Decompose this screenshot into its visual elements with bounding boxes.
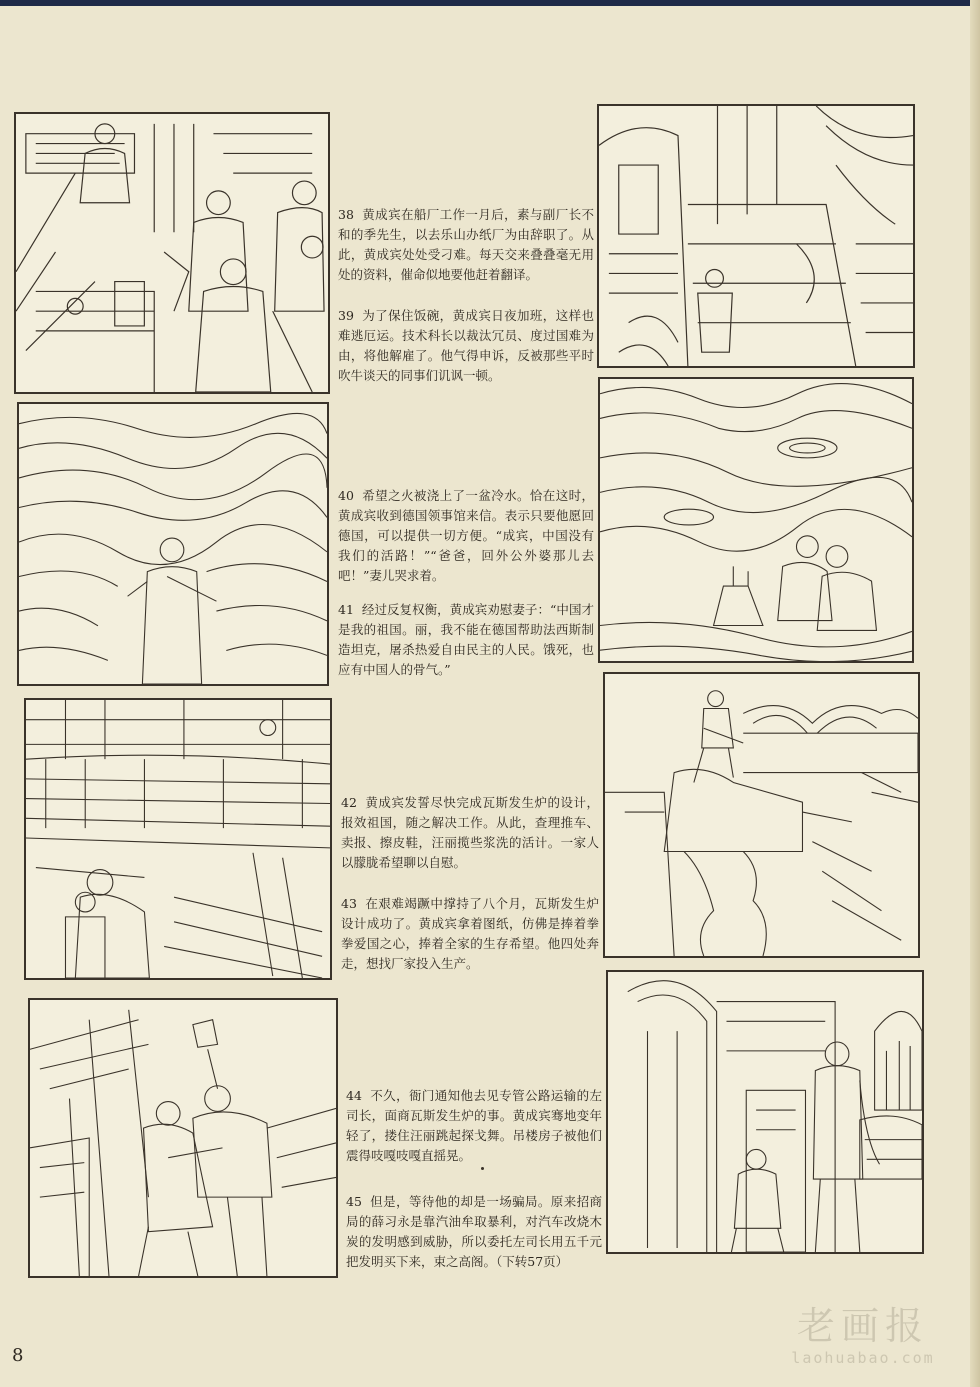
caption-44-number: 44 — [346, 1088, 362, 1103]
panel-44-dancing-illustration — [28, 998, 338, 1278]
panel-41-couple-illustration — [598, 377, 914, 663]
panel-42-family-illustration — [24, 698, 332, 980]
caption-41-number: 41 — [338, 602, 354, 617]
panel-45-meeting-illustration — [606, 970, 924, 1254]
caption-38-number: 38 — [338, 207, 354, 222]
site-watermark — [752, 1303, 974, 1383]
caption-38 — [338, 205, 594, 285]
caption-40-number: 40 — [338, 488, 354, 503]
page-number: 8 — [12, 1345, 24, 1366]
page-top-edge — [0, 0, 980, 6]
caption-39-text: 为了保住饭碗，黄成宾日夜加班，这样也难逃厄运。技术科长以裁汰冗员、度过国难为由，将他解雇了。他气得申诉，反被那些平时吹牛谈天的同事们讥讽一顿。 — [338, 308, 594, 383]
caption-38-text: 黄成宾在船厂工作一月后，素与副厂长不和的季先生，以去乐山办纸厂为由辞职了。从此，黄成宾处处受刁难。每天交来叠叠毫无用处的资料，催命似地要他赶着翻译。 — [338, 207, 594, 282]
watermark-logo: 老画报 — [796, 1304, 929, 1348]
panel-39-alley-illustration — [597, 104, 915, 368]
caption-40-text: 希望之火被浇上了一盆冷水。恰在这时，黄成宾收到德国领事馆来信。表示只要他愿回德国，可以提供一切方便。“成宾，中国没有我们的活路！”“爸爸，回外公外婆那儿去吧！”妻儿哭求着。 — [338, 488, 594, 583]
caption-42 — [341, 793, 599, 873]
caption-43-text: 在艰难竭蹶中撑持了八个月，瓦斯发生炉设计成功了。黄成宾拿着图纸，仿佛是捧着拳拳爱国之心，捧着全家的生存希望。他四处奔走，想找厂家投入生产。 — [341, 896, 599, 971]
panel-40-waves-illustration — [17, 402, 329, 686]
panel-38-office-illustration — [14, 112, 330, 394]
watermark-url: laohuabao.com — [791, 1349, 935, 1367]
caption-41-text: 经过反复权衡，黄成宾劝慰妻子：“中国才是我的祖国。丽，我不能在德国帮助法西斯制造坦克，屠杀热爱自由民主的人民。饿死，也应有中国人的骨气。” — [338, 602, 594, 677]
caption-43 — [341, 894, 599, 974]
caption-45-number: 45 — [346, 1194, 362, 1209]
caption-40 — [338, 486, 594, 586]
caption-42-number: 42 — [341, 795, 357, 810]
caption-44 — [346, 1086, 602, 1166]
caption-39-number: 39 — [338, 308, 354, 323]
caption-44-text: 不久，衙门通知他去见专管公路运输的左司长，面商瓦斯发生炉的事。黄成宾骞地变年轻了，搂住汪丽跳起探戈舞。吊楼房子被他们震得吱嘎吱嘎直摇晃。 — [346, 1088, 602, 1163]
page-spine-shadow — [970, 0, 980, 1387]
caption-45 — [346, 1192, 602, 1272]
caption-39 — [338, 306, 594, 386]
caption-42-text: 黄成宾发誓尽快完成瓦斯发生炉的设计，报效祖国，随之解决工作。从此，查理推车、卖报、擦皮鞋，汪丽揽些浆洗的活计。一家人以朦胧希望聊以自慰。 — [341, 795, 599, 870]
caption-43-number: 43 — [341, 896, 357, 911]
caption-41 — [338, 600, 594, 680]
separator-dot — [481, 1167, 484, 1170]
caption-45-text: 但是，等待他的却是一场骗局。原来招商局的薛习永是靠汽油牟取暴利，对汽车改烧木炭的发明感到威胁，所以委托左司长用五千元把发明买下来，束之高阁。（下转57页） — [346, 1194, 602, 1269]
panel-43-bridge-illustration — [603, 672, 920, 958]
